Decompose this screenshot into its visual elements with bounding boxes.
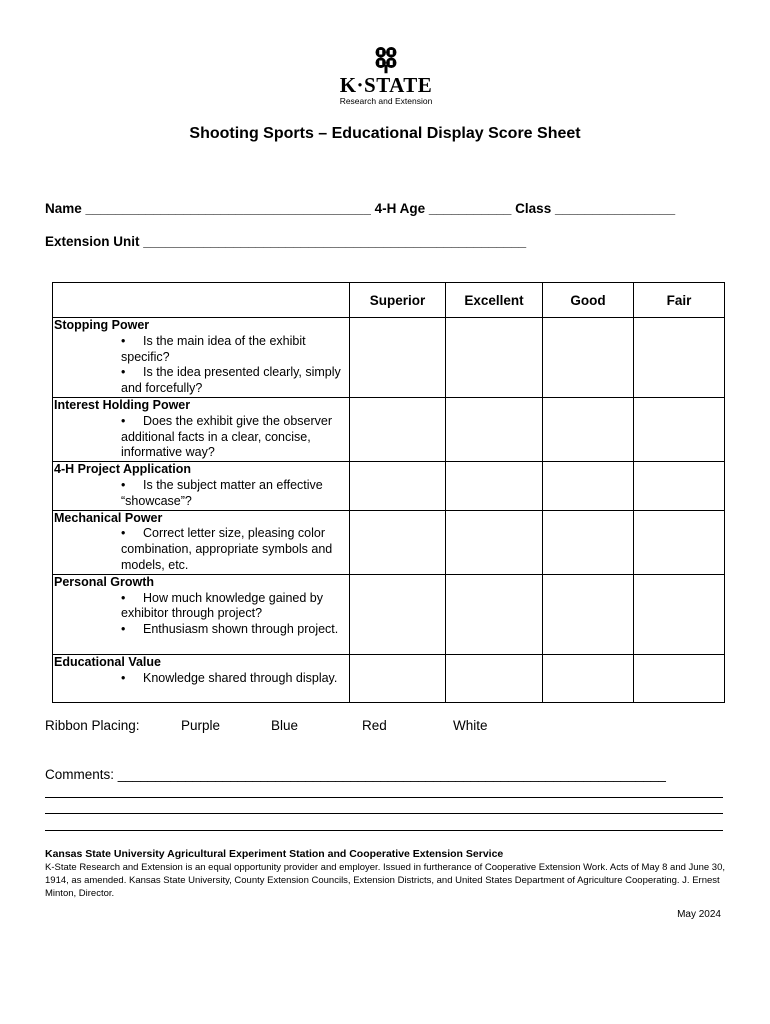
excellent-score-cell[interactable]: [446, 654, 543, 702]
comments-line[interactable]: Comments: _________________________________________________________________________: [45, 767, 666, 782]
logo-subtitle: Research and Extension: [339, 96, 433, 106]
score-table: [52, 282, 725, 703]
ribbon-placing-label: Ribbon Placing:: [45, 718, 140, 733]
excellent-score-cell[interactable]: [446, 398, 543, 462]
superior-score-cell[interactable]: [350, 318, 446, 398]
criterion-bullet: Knowledge shared through display.: [143, 670, 338, 685]
extension-unit-line: Extension Unit ___________________________________________________: [45, 234, 527, 249]
superior-score-cell[interactable]: [350, 574, 446, 654]
table-row: [53, 398, 725, 462]
ribbon-option-blue[interactable]: Blue: [271, 718, 299, 733]
criterion-bullet: Does the exhibit give the observer additional facts in a clear, concise, informative way?: [121, 413, 332, 460]
excellent-score-cell[interactable]: [446, 462, 543, 510]
fair-score-cell[interactable]: [634, 398, 725, 462]
comments-rule[interactable]: [45, 813, 723, 814]
criterion-title: Interest Holding Power: [54, 398, 191, 412]
fair-score-cell[interactable]: [634, 318, 725, 398]
fair-score-cell[interactable]: [634, 462, 725, 510]
criterion-cell: Stopping Power • Is the main idea of the exhibit specific? • Is the idea presented clearly, simply and forcefully?: [53, 318, 350, 398]
good-score-cell[interactable]: [543, 398, 634, 462]
table-row: [53, 654, 725, 702]
table-row: [53, 318, 725, 398]
criterion-title: Mechanical Power: [54, 510, 163, 525]
four-h-clover-icon: [371, 44, 401, 74]
criterion-cell: Mechanical Power • Correct letter size, pleasing color combination, appropriate symbols and models, etc.: [53, 510, 350, 574]
criterion-title: Stopping Power: [54, 318, 150, 332]
criterion-bullet: Is the idea presented clearly, simply and forcefully?: [121, 365, 341, 396]
excellent-score-cell[interactable]: [446, 318, 543, 398]
superior-score-cell[interactable]: [350, 462, 446, 510]
criterion-bullet: Correct letter size, pleasing color combination, appropriate symbols and models, etc.: [121, 526, 333, 572]
good-score-cell[interactable]: [543, 574, 634, 654]
comments-rule[interactable]: [45, 797, 723, 798]
name-age-class-line: Name ______________________________________ 4-H Age ___________ Class ________________: [45, 201, 676, 216]
criterion-bullet: Is the main idea of the exhibit specific?: [121, 333, 306, 364]
footer-heading: Kansas State University Agricultural Experiment Station and Cooperative Extension Service: [45, 848, 504, 860]
good-header: Good: [543, 283, 634, 318]
criterion-cell: Interest Holding Power • Does the exhibit give the observer additional facts in a clear, concise, informative way?: [53, 398, 350, 462]
table-row: [53, 574, 725, 654]
table-row: [53, 462, 725, 510]
good-score-cell[interactable]: [543, 318, 634, 398]
criterion-bullet: Is the subject matter an effective “showcase”?: [121, 477, 323, 508]
good-score-cell[interactable]: [543, 462, 634, 510]
comments-rule[interactable]: [45, 830, 723, 831]
fair-score-cell[interactable]: [634, 574, 725, 654]
criterion-title: Personal Growth: [54, 574, 155, 589]
fair-score-cell[interactable]: [634, 654, 725, 702]
kstate-logo: [334, 44, 438, 114]
criterion-title: Educational Value: [54, 654, 161, 669]
fair-score-cell[interactable]: [634, 510, 725, 574]
criteria-header: [53, 283, 350, 318]
criterion-title: 4-H Project Application: [54, 462, 192, 477]
criterion-bullet: How much knowledge gained by exhibitor through project?: [121, 590, 323, 621]
excellent-score-cell[interactable]: [446, 510, 543, 574]
good-score-cell[interactable]: [543, 510, 634, 574]
criterion-cell: Personal Growth • How much knowledge gained by exhibitor through project? • Enthusiasm shown through project.: [53, 574, 350, 654]
table-row: [53, 510, 725, 574]
superior-header: Superior: [350, 283, 446, 318]
superior-score-cell[interactable]: [350, 510, 446, 574]
logo-wordmark: K·STATE: [339, 73, 433, 97]
excellent-header: Excellent: [446, 283, 543, 318]
ribbon-option-white[interactable]: White: [453, 718, 488, 733]
ribbon-option-purple[interactable]: Purple: [181, 718, 221, 733]
score-table-header-row: [53, 283, 725, 318]
fair-header: Fair: [634, 283, 725, 318]
publication-date: May 2024: [677, 909, 721, 920]
superior-score-cell[interactable]: [350, 398, 446, 462]
footer-statement: K-State Research and Extension is an equal opportunity provider and employer. Issued in furtherance of Cooperative Extension Work. Acts of May 8 and June 30, 1914, as amended. Kansas State University, County Extension Councils, Extension Districts, and United States Department of Agriculture Cooperating. J. Ernest Minton, Director.: [45, 862, 725, 899]
excellent-score-cell[interactable]: [446, 574, 543, 654]
criterion-cell: 4-H Project Application • Is the subject matter an effective “showcase”?: [53, 462, 350, 510]
good-score-cell[interactable]: [543, 654, 634, 702]
ribbon-option-red[interactable]: Red: [362, 718, 387, 733]
superior-score-cell[interactable]: [350, 654, 446, 702]
criterion-bullet: Enthusiasm shown through project.: [143, 622, 339, 637]
criterion-cell: Educational Value • Knowledge shared through display.: [53, 654, 350, 702]
page-title: Shooting Sports – Educational Display Score Sheet: [189, 125, 581, 142]
